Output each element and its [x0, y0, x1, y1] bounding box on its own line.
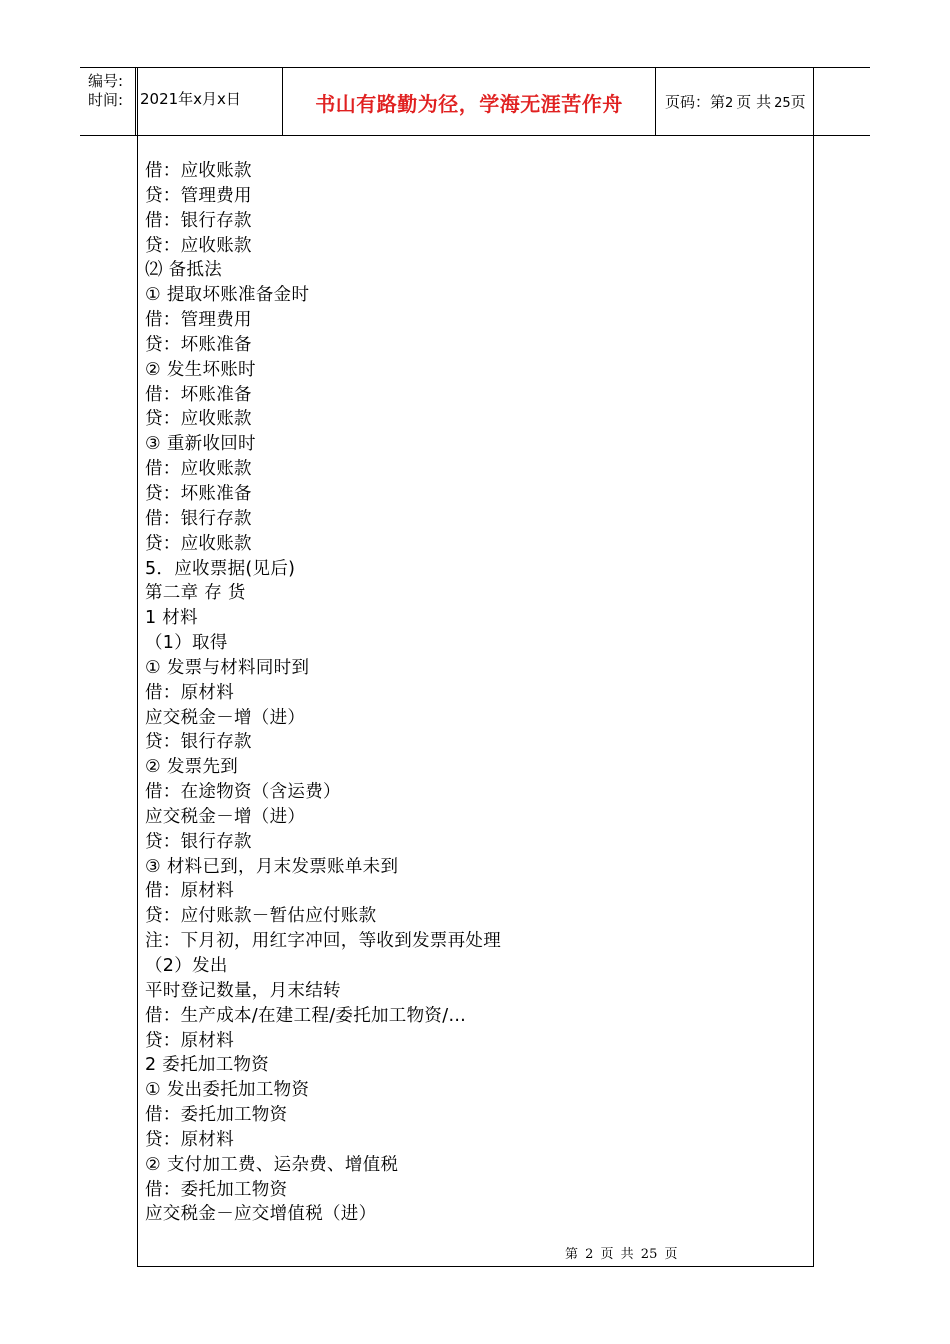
- header-date: 2021年x月x日: [140, 90, 241, 108]
- page-footer: 第 2 页 共 25 页: [565, 1247, 678, 1262]
- content-line: （2）发出: [145, 956, 228, 976]
- page-current: 2: [725, 96, 734, 111]
- content-line: 应交税金－增（进）: [145, 806, 306, 827]
- page-suffix: 页: [790, 93, 806, 111]
- page-frame-left: [137, 67, 138, 1266]
- content-line: 5．应收票据(见后): [145, 558, 296, 579]
- content-line: 贷：原材料: [145, 1129, 234, 1150]
- header-top-border: [80, 67, 870, 68]
- page-mid: 页 共: [736, 93, 772, 111]
- content-line: 贷：坏账准备: [145, 334, 252, 355]
- content-line: （1）取得: [145, 633, 228, 654]
- content-line: 贷：坏账准备: [145, 483, 252, 504]
- page-frame-right: [813, 67, 814, 1266]
- number-label: 编号:: [88, 72, 124, 90]
- content-line: 2 委托加工物资: [145, 1055, 270, 1076]
- content-line: 贷：管理费用: [145, 185, 252, 206]
- content-line: ① 发票与材料同时到: [145, 657, 310, 678]
- content-line: 1 材料: [145, 608, 198, 629]
- content-line: 平时登记数量，月末结转: [145, 980, 341, 1001]
- content-line: 贷：应收账款: [145, 533, 252, 554]
- content-line: 借：应收账款: [145, 161, 252, 181]
- content-line: 借：在途物资（含运费）: [145, 782, 341, 803]
- content-line: ② 发票先到: [145, 757, 239, 778]
- header-divider-2: [282, 67, 283, 136]
- content-line: ② 支付加工费、运杂费、增值税: [145, 1154, 399, 1175]
- content-line: 贷：应收账款: [145, 409, 252, 430]
- page-prefix: 页码：第: [665, 93, 726, 111]
- content-line: 注：下月初，用红字冲回，等收到发票再处理: [145, 931, 501, 952]
- content-line: 借：原材料: [145, 881, 234, 902]
- header-motto: 书山有路勤为径，学海无涯苦作舟: [315, 92, 623, 116]
- content-line: ① 发出委托加工物资: [145, 1080, 310, 1101]
- content-lines: [145, 159, 805, 1227]
- header-divider-1: [135, 67, 136, 136]
- content-line: ② 发生坏账时: [145, 359, 256, 380]
- content-line: 借：管理费用: [145, 310, 252, 331]
- content-line: ⑵ 备抵法: [145, 260, 223, 281]
- content-line: 贷：原材料: [145, 1030, 234, 1051]
- content-line: 借：委托加工物资: [145, 1179, 288, 1200]
- content-line: ③ 材料已到，月末发票账单未到: [145, 856, 399, 877]
- content-line: ① 提取坏账准备金时: [145, 285, 310, 306]
- content-line: 借：原材料: [145, 682, 234, 703]
- content-line: 借：委托加工物资: [145, 1105, 288, 1126]
- content-line: 借：应收账款: [145, 459, 252, 480]
- content-line: 贷：银行存款: [145, 732, 252, 753]
- content-line: 贷：银行存款: [145, 831, 252, 852]
- content-line: ③ 重新收回时: [145, 434, 256, 455]
- time-label: 时间:: [88, 91, 124, 109]
- header-divider-3: [655, 67, 656, 136]
- header-bottom-border: [80, 135, 870, 136]
- content-line: 贷：应付账款－暂估应付账款: [145, 906, 377, 927]
- content-line: 借：生产成本/在建工程/委托加工物资/…: [145, 1005, 467, 1026]
- page-total: 25: [774, 96, 791, 111]
- content-line: 第二章 存 货: [145, 583, 246, 604]
- content-line: 应交税金－应交增值税（进）: [145, 1204, 377, 1225]
- page-frame-bottom: [137, 1266, 814, 1267]
- content-line: 贷：应收账款: [145, 235, 252, 256]
- content-line: 借：银行存款: [145, 508, 252, 529]
- header-page-indicator: [665, 91, 806, 115]
- content-line: 借：银行存款: [145, 210, 252, 231]
- content-line: 应交税金－增（进）: [145, 707, 306, 728]
- content-line: 借：坏账准备: [145, 384, 252, 405]
